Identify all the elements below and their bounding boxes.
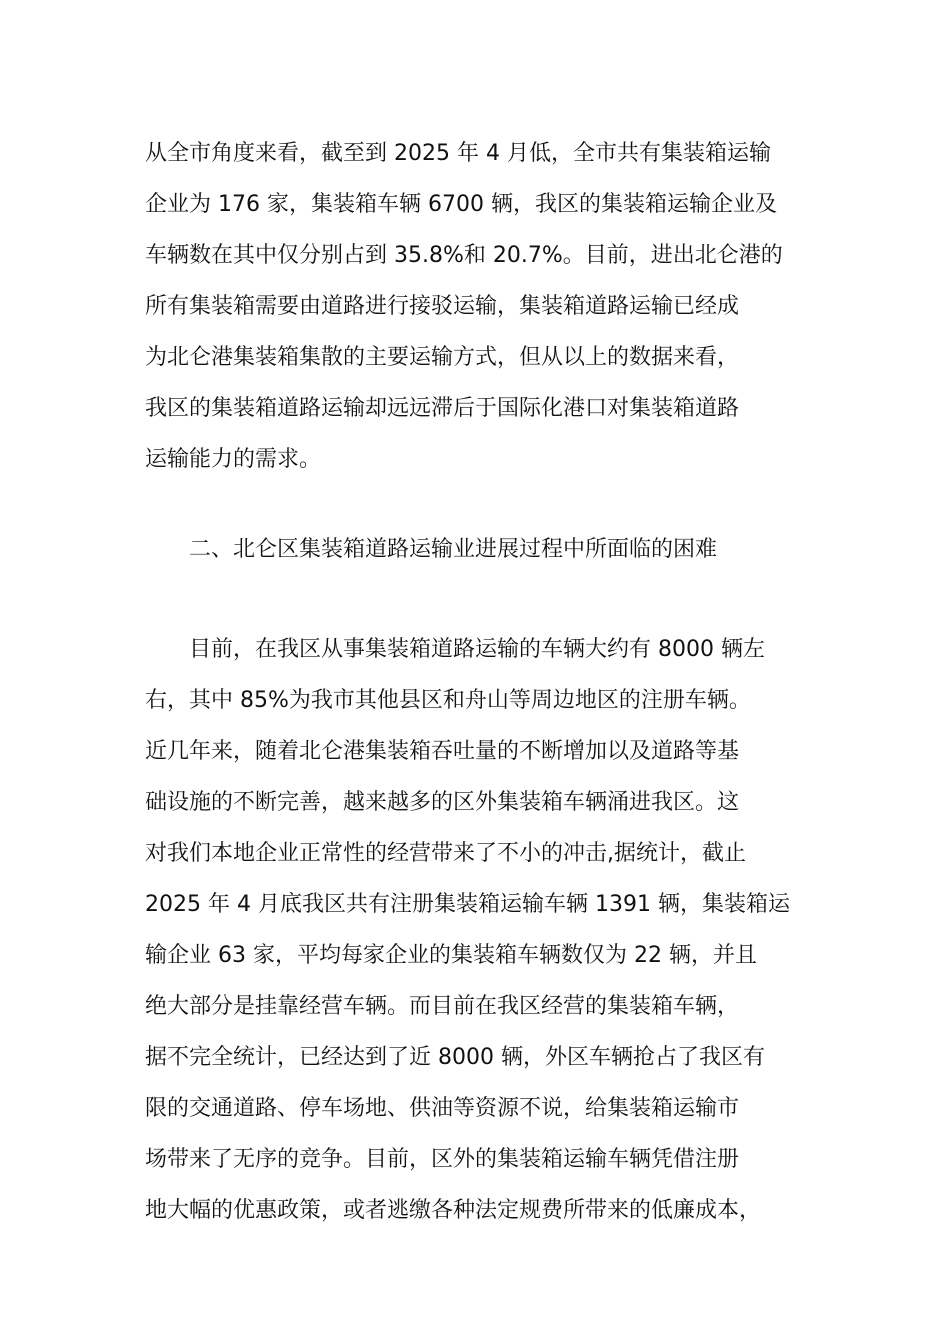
- paragraph-line: 从全市角度来看，截至到 2025 年 4 月低，全市共有集装箱运输: [145, 141, 771, 166]
- paragraph-line: 我区的集装箱道路运输却远远滞后于国际化港口对集装箱道路: [145, 396, 740, 421]
- paragraph-line: 近几年来，随着北仑港集装箱吞吐量的不断增加以及道路等基: [145, 739, 740, 764]
- paragraph-line: 右，其中 85%为我市其他县区和舟山等周边地区的注册车辆。: [145, 688, 751, 713]
- paragraph-line: 目前，在我区从事集装箱道路运输的车辆大约有 8000 辆左: [145, 637, 765, 662]
- paragraph-line: 地大幅的优惠政策，或者逃缴各种法定规费所带来的低廉成本，: [145, 1198, 762, 1223]
- paragraph-line: 绝大部分是挂靠经营车辆。而目前在我区经营的集装箱车辆，: [145, 994, 740, 1019]
- paragraph-line: 所有集装箱需要由道路进行接驳运输，集装箱道路运输已经成: [145, 294, 740, 319]
- paragraph-line: 场带来了无序的竞争。目前，区外的集装箱运输车辆凭借注册: [145, 1147, 740, 1172]
- paragraph-2: [145, 624, 825, 1236]
- section-heading: [145, 524, 825, 575]
- paragraph-line: 据不完全统计，已经达到了近 8000 辆，外区车辆抢占了我区有: [145, 1045, 765, 1070]
- paragraph-line: 运输能力的需求。: [145, 447, 322, 472]
- paragraph-1: [145, 128, 825, 485]
- paragraph-line: 企业为 176 家，集装箱车辆 6700 辆，我区的集装箱运输企业及: [145, 192, 777, 217]
- paragraph-line: 对我们本地企业正常性的经营带来了不小的冲击,据统计，截止: [145, 841, 746, 866]
- paragraph-line: 为北仑港集装箱集散的主要运输方式，但从以上的数据来看，: [145, 345, 740, 370]
- paragraph-line: 限的交通道路、停车场地、供油等资源不说，给集装箱运输市: [145, 1096, 740, 1121]
- paragraph-line: 2025 年 4 月底我区共有注册集装箱运输车辆 1391 辆，集装箱运: [145, 892, 790, 917]
- paragraph-line: 输企业 63 家，平均每家企业的集装箱车辆数仅为 22 辆，并且: [145, 943, 757, 968]
- paragraph-line: 车辆数在其中仅分别占到 35.8%和 20.7%。目前，进出北仑港的: [145, 243, 783, 268]
- paragraph-line: 础设施的不断完善，越来越多的区外集装箱车辆涌进我区。这: [145, 790, 740, 815]
- section-heading-text: 二、北仑区集装箱道路运输业进展过程中所面临的困难: [145, 537, 718, 562]
